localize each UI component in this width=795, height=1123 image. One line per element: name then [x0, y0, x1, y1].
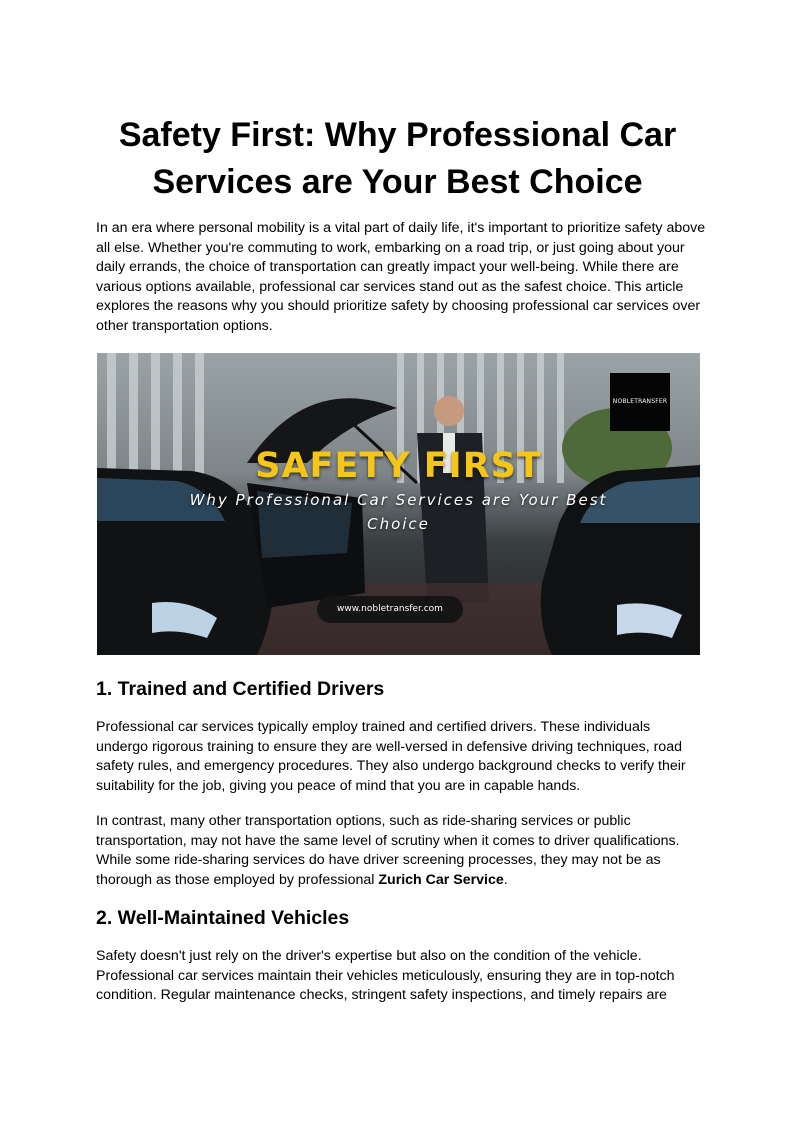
section-paragraph: Safety doesn't just rely on the driver's expertise but also on the condition of the vehicle. Professional car services maintain their vehicles meticulously, ensuring they are in top-notch condition. Regular maintenance checks, stringent safety inspections, and timely repairs are: [96, 948, 675, 1004]
zurich-car-service-link[interactable]: Zurich Car Service: [378, 871, 504, 888]
hero-logo: NOBLETRANSFER: [610, 373, 670, 431]
section-paragraph: Professional car services typically employ trained and certified drivers. These individuals undergo rigorous training to ensure they are well-versed in defensive driving techniques, road safety rules, and emergency procedures. They also undergo background checks to verify their suitability for the job, giving you peace of mind that you are in capable hands.: [96, 719, 686, 794]
intro-paragraph: In an era where personal mobility is a vital part of daily life, it's important to prioritize safety above all else. Whether you're commuting to work, embarking on a road trip, or just going about your daily errands, the choice of transportation can greatly impact your well-being. While there are various options available, professional car services stand out as the safest choice. This article explores the reasons why you should prioritize safety by choosing professional car services over other transportation options.: [96, 220, 706, 334]
hero-image: [97, 353, 700, 655]
section-heading: 2. Well-Maintained Vehicles: [96, 907, 350, 929]
hero-url: www.nobletransfer.com: [317, 596, 463, 623]
hero-subline: Why Professional Car Services are Your Best Choice: [189, 491, 608, 533]
paragraph-text: In contrast, many other transportation options, such as ride-sharing services or public transportation, may not have the same level of scrutiny when it comes to driver qualifications. While some ride-sharing services do have driver screening processes, they may not be as thorough as those employed by professional: [96, 813, 680, 888]
section-heading: 1. Trained and Certified Drivers: [96, 678, 385, 700]
article-title: Safety First: Why Professional Car Services are Your Best Choice: [118, 116, 677, 201]
section-paragraph: [96, 812, 706, 890]
hero-headline: SAFETY FIRST: [255, 446, 542, 486]
paragraph-text: .: [503, 871, 508, 888]
